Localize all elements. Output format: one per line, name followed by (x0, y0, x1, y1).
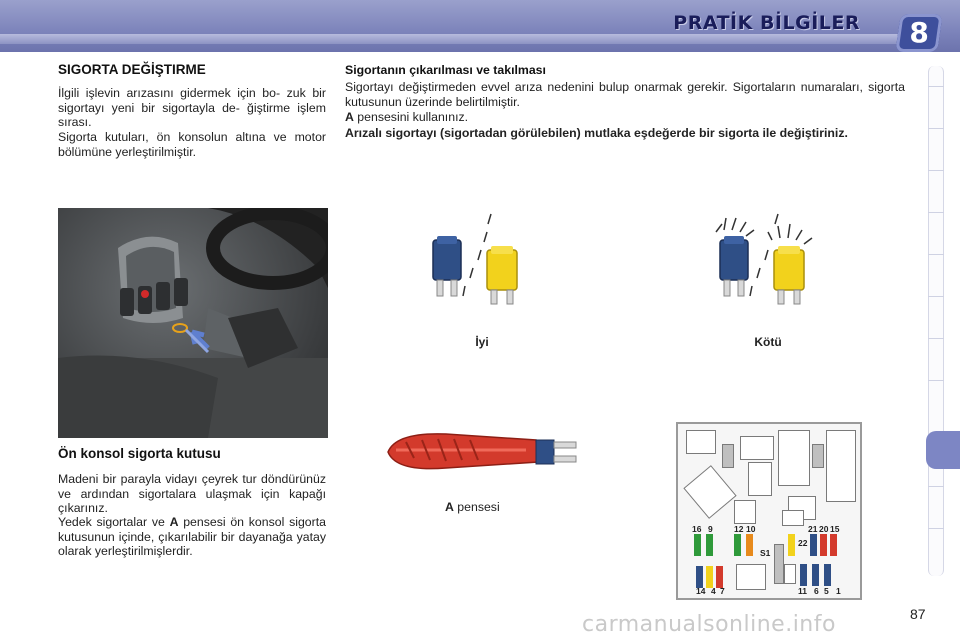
rail-tick (928, 86, 944, 87)
fusebox-relay (812, 444, 824, 468)
fusebox-slot (686, 430, 716, 454)
fuse-number-9: 9 (708, 524, 713, 534)
fuse-number-1: 1 (836, 586, 841, 596)
fuse-9 (706, 534, 713, 556)
plier-usage-bold: A (345, 110, 354, 124)
fuse-22 (788, 534, 795, 556)
fuse-number-20: 20 (819, 524, 829, 534)
fuse-11 (800, 564, 807, 586)
yellow-fuse-bad (768, 224, 812, 304)
fuse-number-6: 6 (814, 586, 819, 596)
chapter-tab-active[interactable] (926, 431, 960, 469)
fusebox-slot (734, 500, 756, 524)
section-title: SIGORTA DEĞİŞTIRME (58, 62, 206, 77)
fusebox-slot (826, 430, 856, 502)
fuse-4 (706, 566, 713, 588)
fusebox-shunt (774, 544, 784, 584)
fuse-20 (820, 534, 827, 556)
fuse-16 (694, 534, 701, 556)
fusebox-slot (736, 564, 766, 590)
console-p2-rest: pensesi ön konsol sigorta kutusunun içinde, çıkarılabilir bir dayanağa yatay olarak yerleştirilmişlerdir. (58, 515, 326, 558)
fuse-number-11: 11 (798, 586, 807, 596)
blue-fuse (433, 236, 461, 296)
good-fuse-label: İyi (475, 335, 489, 349)
console-section-title: Ön konsol sigorta kutusu (58, 446, 221, 461)
watermark: carmanualsonline.info (582, 612, 836, 637)
fuse-box-diagram (676, 422, 862, 600)
fuse-number-10: 10 (746, 524, 756, 534)
fuse-number-21: 21 (808, 524, 818, 534)
location-paragraph: Sigorta kutuları, ön konsolun altına ve motor bölümüne yerleştirilmiştir. (58, 130, 326, 159)
fuse-number-4: 4 (711, 586, 716, 596)
console-paragraph-1: Madeni bir parayla vidayı çeyrek tur döndürünüz ve ardından sigortalara ulaşmak için kapağı çıkarınız. (58, 472, 326, 515)
intro-paragraph: İlgili işlevin arızasını gidermek için bo- zuk bir sigortayı yeni bir sigortayla de- ğiştirme işlem sırası. (58, 86, 326, 129)
console-p2-start: Yedek sigortalar ve (58, 515, 170, 529)
fuse-number-14: 14 (696, 586, 706, 596)
rail-tick (928, 296, 944, 297)
chapter-badge (895, 14, 942, 52)
replace-warning: Arızalı sigortayı (sigortadan görülebilen) mutlaka eşdeğerde bir sigorta ile değiştiriniz. (345, 126, 848, 140)
fuse-14 (696, 566, 703, 588)
fuse-6 (812, 564, 819, 586)
console-paragraph-2 (58, 515, 326, 559)
fusebox-slot (784, 564, 796, 584)
plier-usage-paragraph (345, 110, 905, 125)
console-p2-bold: A (169, 515, 179, 529)
fuse-21 (810, 534, 817, 556)
header-stripe (0, 34, 905, 44)
chapter-number: 8 (909, 16, 929, 49)
rail-tick (928, 338, 944, 339)
fuse-12 (734, 534, 741, 556)
fuse-15 (830, 534, 837, 556)
fuse-number-16: 16 (692, 524, 702, 534)
bad-fuse-label: Kötü (754, 335, 782, 349)
fuse-number-22: 22 (798, 538, 808, 548)
fuse-7 (716, 566, 723, 588)
fuse-number-7: 7 (720, 586, 725, 596)
blue-fuse-bad (716, 218, 754, 296)
rail-tick (928, 254, 944, 255)
plier-caption-bold: A (445, 500, 454, 514)
console-photo (58, 208, 328, 438)
rail-tick (928, 128, 944, 129)
rail-track (928, 66, 944, 576)
fuse-5 (824, 564, 831, 586)
fuse-number-5: 5 (824, 586, 829, 596)
removal-title: Sigortanın çıkarılması ve takılması (345, 63, 546, 77)
rail-tick (928, 528, 944, 529)
fuse-10 (746, 534, 753, 556)
removal-paragraph: Sigortayı değiştirmeden evvel arıza nedenini bulup onarmak gerekir. Sigortaların numaraları, sigorta kutusunun üzerinde belirtilmiştir. (345, 80, 905, 109)
fusebox-slot (740, 436, 774, 460)
console-illustration (58, 208, 328, 438)
fusebox-slot (782, 510, 804, 526)
chapter-rail (928, 66, 960, 576)
fuse-number-12: 12 (734, 524, 744, 534)
plier-illustration (386, 422, 586, 482)
bad-fuses-illustration (712, 210, 822, 305)
fusebox-slot (748, 462, 772, 496)
rail-tick (928, 212, 944, 213)
rail-tick (928, 486, 944, 487)
rail-tick (928, 380, 944, 381)
yellow-fuse (487, 246, 517, 304)
fuse-number-15: 15 (830, 524, 840, 534)
fusebox-slot (683, 465, 736, 519)
plier-usage-text: pensesini kullanınız. (353, 110, 469, 124)
shunt-s1: S1 (760, 548, 771, 558)
fusebox-slot (778, 430, 810, 486)
plier-caption-text: pensesi (453, 500, 500, 514)
page-number: 87 (910, 606, 926, 622)
plier-caption (445, 500, 525, 515)
fusebox-relay (722, 444, 734, 468)
good-fuses-illustration (425, 210, 535, 305)
rail-tick (928, 170, 944, 171)
chapter-title: PRATİK BİLGİLER (673, 12, 860, 34)
